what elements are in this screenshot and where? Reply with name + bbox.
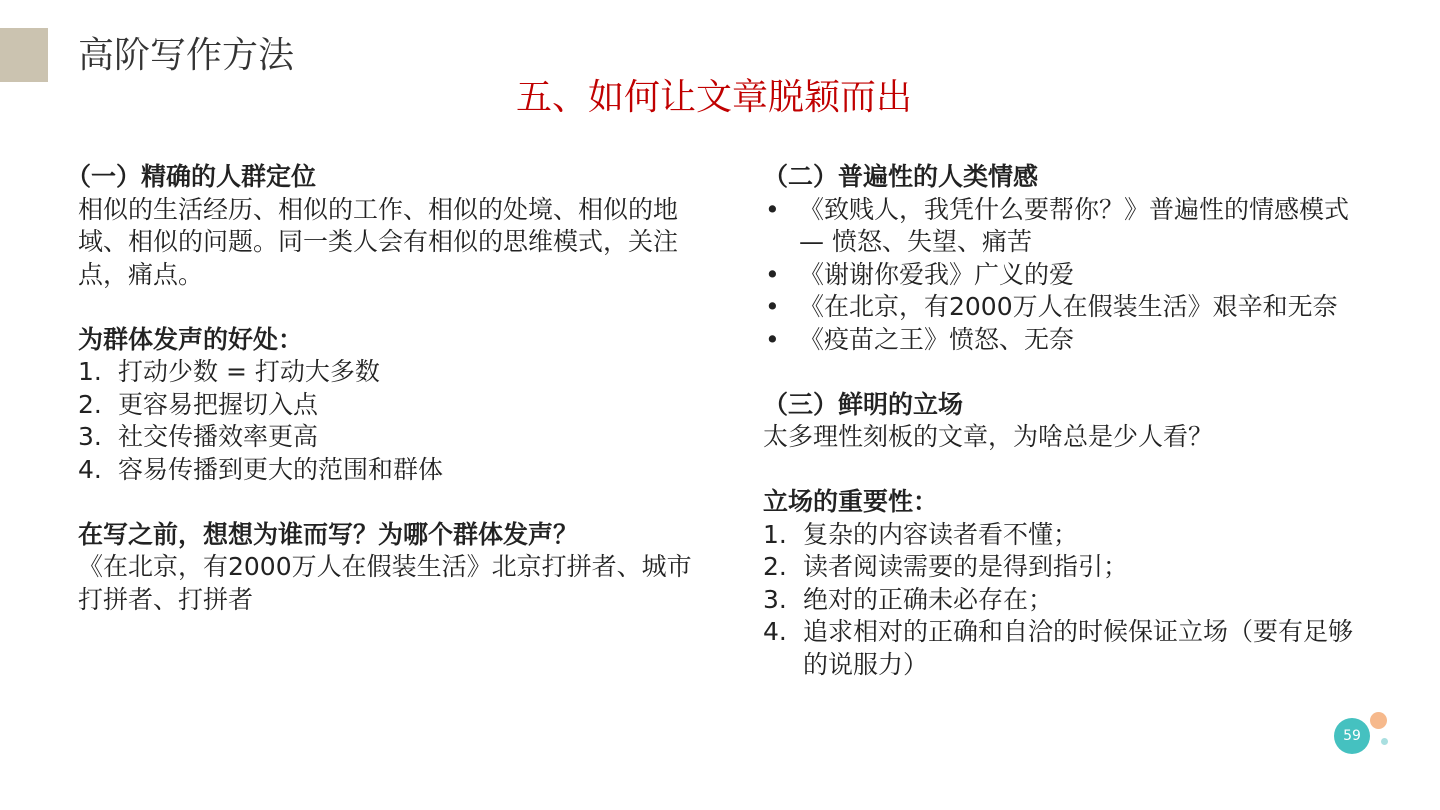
section-heading-emotion: （二）普遍性的人类情感 <box>763 162 1039 191</box>
question-body: 《在北京，有2000万人在假装生活》北京打拼者、城市打拼者、打拼者 <box>78 552 692 614</box>
list-number: 2. <box>763 552 787 581</box>
list-item <box>763 584 1363 617</box>
list-item <box>763 616 1363 681</box>
list-item <box>763 551 1363 584</box>
list-number: 2. <box>78 389 102 419</box>
bullet-icon: • <box>765 292 780 321</box>
bullet-text: 《致贱人，我凭什么要帮你？》普遍性的情感模式 — 愤怒、失望、痛苦 <box>799 194 1350 256</box>
section-body-targeting: 相似的生活经历、相似的工作、相似的处境、相似的地域、相似的问题。同一类人会有相似的思维模式，关注点，痛点。 <box>78 194 679 289</box>
list-text: 复杂的内容读者看不懂； <box>803 519 1079 549</box>
list-number: 3. <box>78 422 102 451</box>
right-column <box>763 161 1363 681</box>
bullet-text: 《在北京，有2000万人在假装生活》艰辛和无奈 <box>799 292 1338 321</box>
list-item <box>78 454 698 487</box>
list-item <box>78 421 698 454</box>
bullet-item <box>763 324 1363 357</box>
list-number: 1. <box>763 519 787 549</box>
bullet-icon: • <box>765 324 780 354</box>
list-text: 绝对的正确未必存在； <box>803 584 1054 614</box>
list-text: 容易传播到更大的范围和群体 <box>118 454 444 484</box>
list-number: 3. <box>763 584 787 614</box>
left-column <box>66 161 698 616</box>
list-text: 打动少数 = 打动大多数 <box>118 357 380 386</box>
main-title: 五、如何让文章脱颖而出 <box>515 77 912 118</box>
list-number: 1. <box>78 357 102 386</box>
benefits-heading: 为群体发声的好处： <box>78 324 304 354</box>
decorative-dot-orange <box>1370 712 1387 729</box>
header-title: 高阶写作方法 <box>78 35 295 76</box>
bullet-text: 《疫苗之王》愤怒、无奈 <box>799 324 1075 354</box>
section-heading-stance: （三）鲜明的立场 <box>763 389 964 419</box>
list-text: 更容易把握切入点 <box>118 389 319 419</box>
list-number: 4. <box>763 617 787 646</box>
decorative-dot-teal <box>1381 738 1388 745</box>
title-accent-block <box>0 28 48 82</box>
importance-heading: 立场的重要性： <box>763 487 939 516</box>
bullet-item <box>763 259 1363 292</box>
list-text: 读者阅读需要的是得到指引； <box>803 552 1129 581</box>
list-number: 4. <box>78 454 102 484</box>
bullet-item <box>763 194 1363 259</box>
bullet-icon: • <box>765 259 780 289</box>
bullet-text: 《谢谢你爱我》广义的爱 <box>799 259 1075 289</box>
list-item <box>78 356 698 389</box>
section-heading-targeting: （一）精确的人群定位 <box>66 162 317 191</box>
page-number-badge: 59 <box>1334 718 1370 754</box>
section-body-stance: 太多理性刻板的文章，为啥总是少人看？ <box>763 422 1214 451</box>
list-text: 社交传播效率更高 <box>118 422 319 451</box>
bullet-icon: • <box>765 194 780 224</box>
list-text: 追求相对的正确和自洽的时候保证立场（要有足够的说服力） <box>803 617 1354 679</box>
bullet-item <box>763 291 1363 324</box>
question-heading: 在写之前，想想为谁而写？为哪个群体发声？ <box>78 519 579 549</box>
list-item <box>763 519 1363 552</box>
list-item <box>78 389 698 422</box>
